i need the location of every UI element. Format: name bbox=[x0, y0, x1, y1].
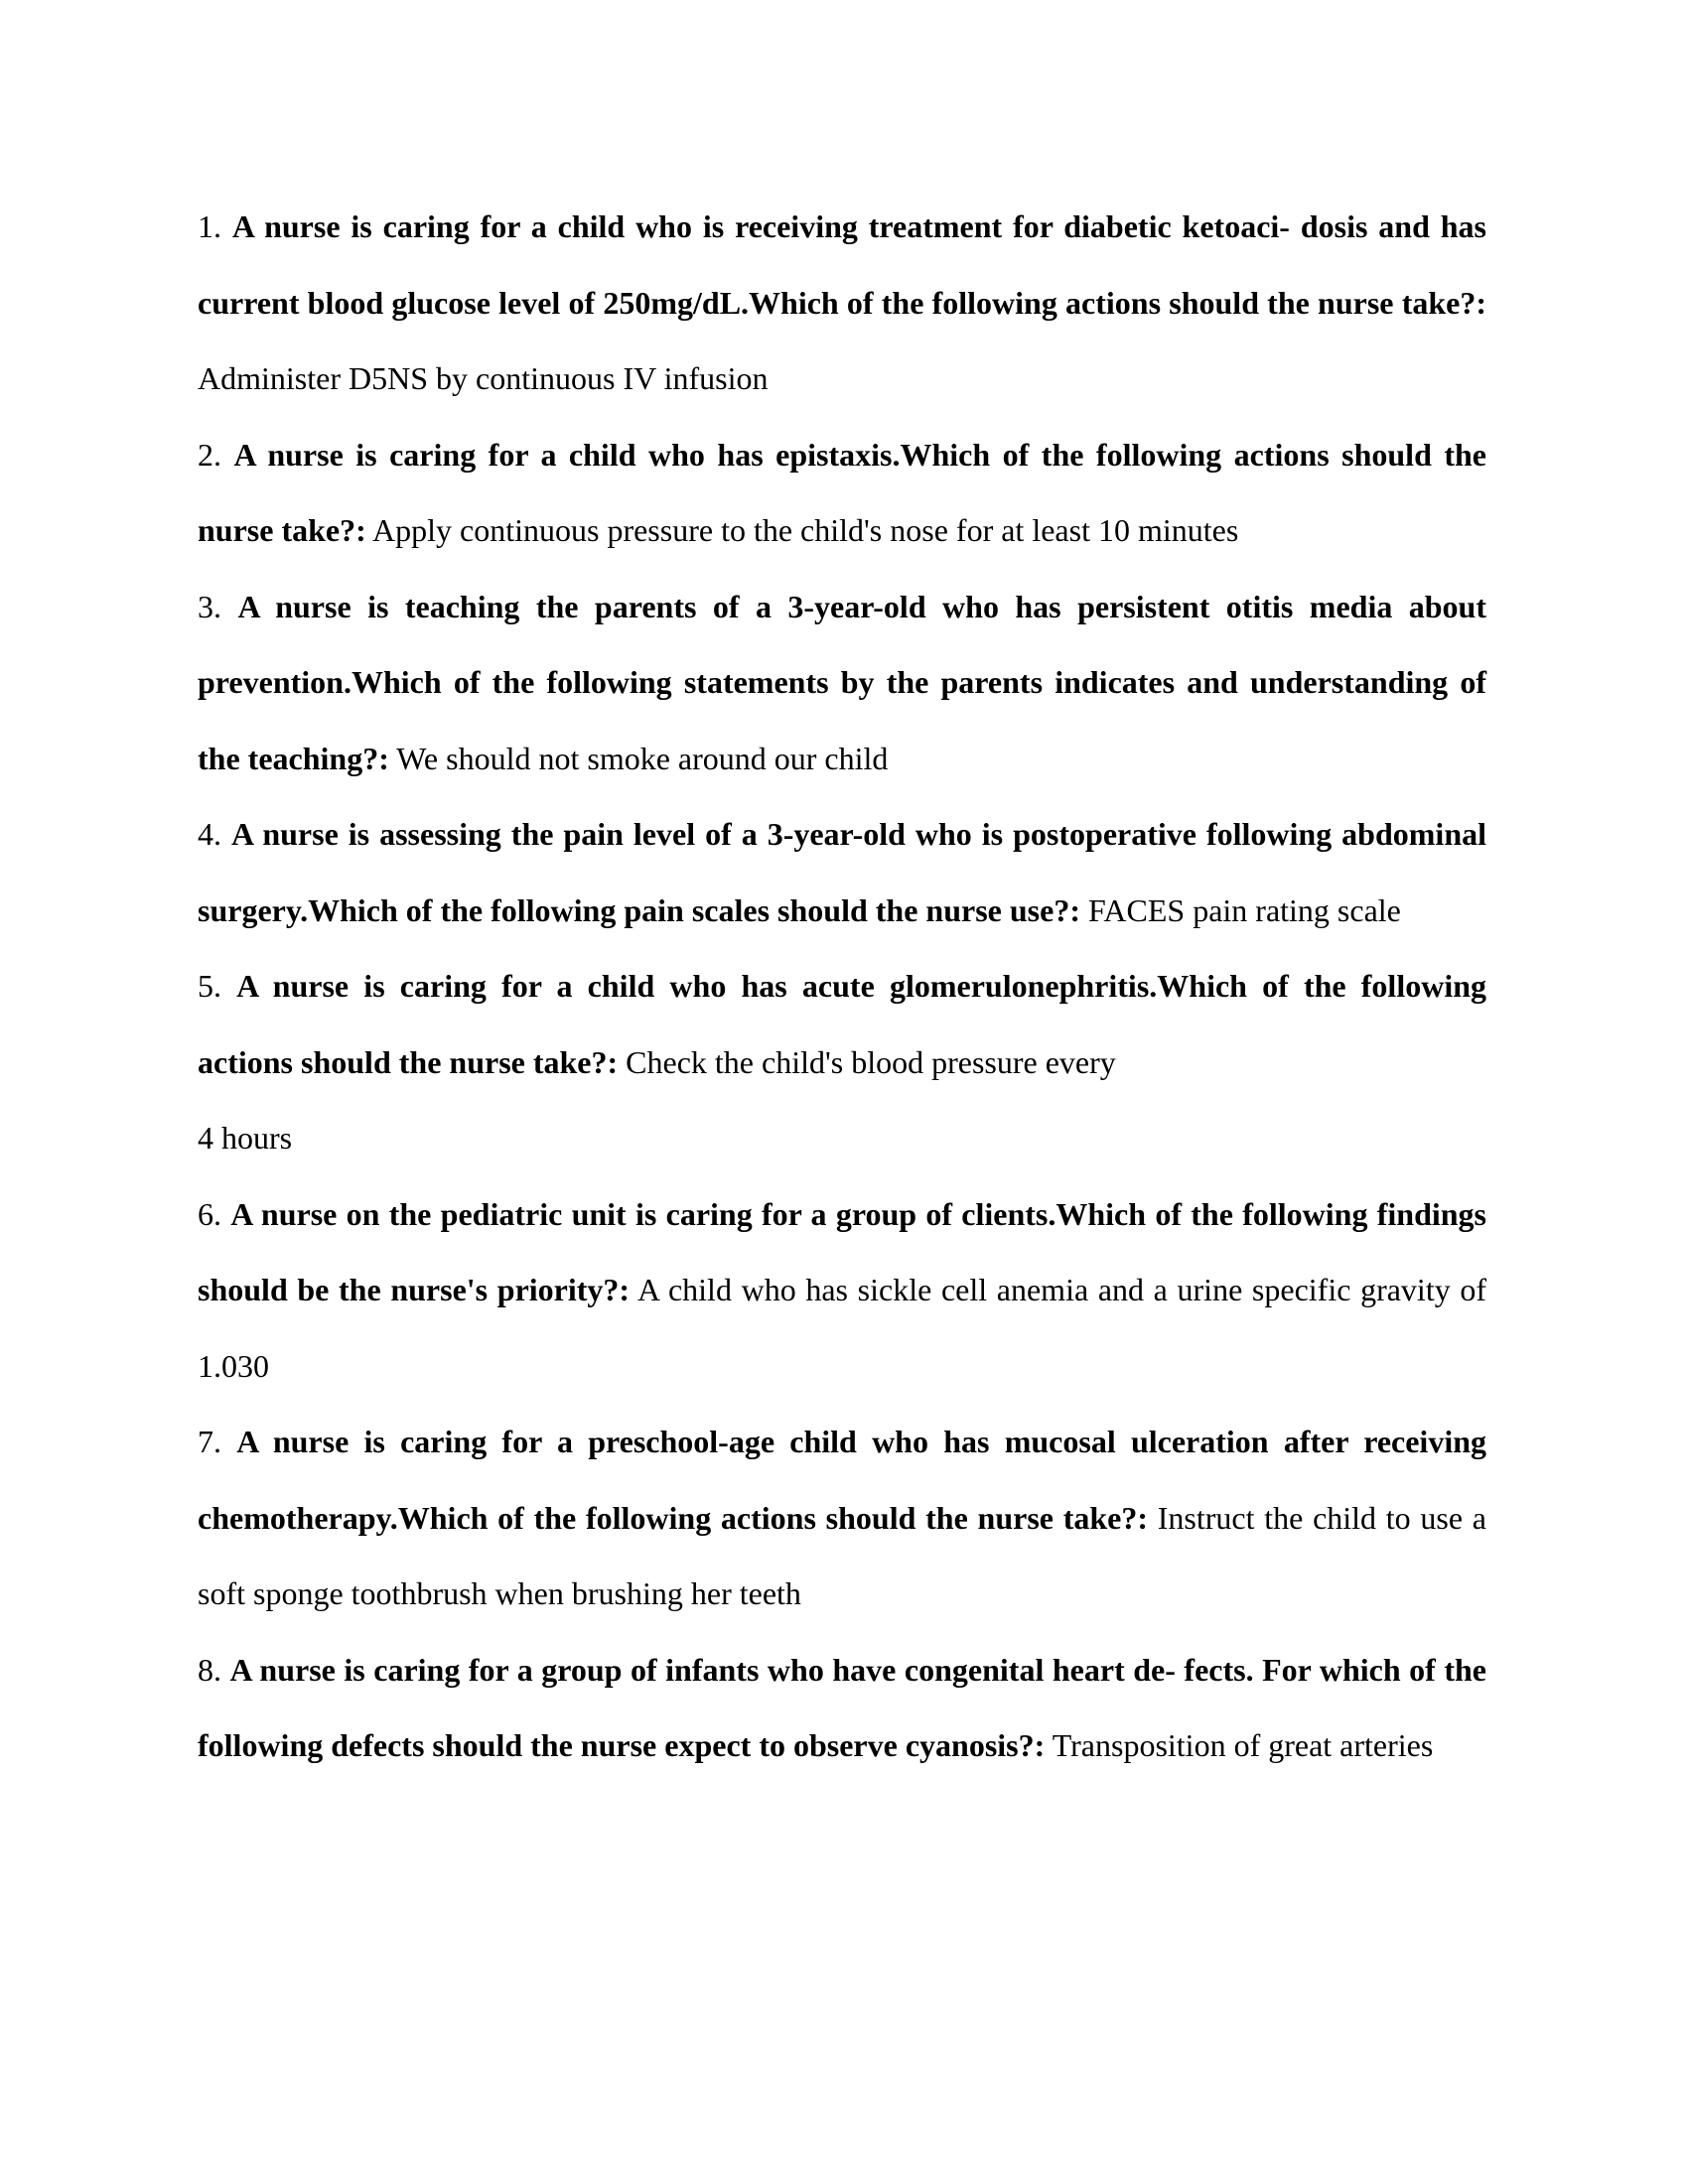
item-number: 7. bbox=[198, 1424, 221, 1459]
qa-item-8 bbox=[198, 1632, 1486, 1784]
answer-text: Transposition of great arteries bbox=[1052, 1727, 1434, 1763]
question-text: A nurse is caring for a preschool-age child who has mucosal ulceration after receiving chemotherapy.Which of the following actions should the nurse take?: bbox=[198, 1424, 1487, 1536]
answer-text: Check the child's blood pressure every bbox=[626, 1043, 1116, 1080]
question-text: A nurse is teaching the parents of a 3-year-old who has persistent otitis media about prevention.Which of the following statements by the parents indicates and understanding of the teaching?: bbox=[198, 588, 1487, 776]
question-text: A nurse on the pediatric unit is caring for a group of clients.Which of the following findings should be the nurse's priority?: bbox=[198, 1195, 1487, 1307]
answer-text: A child who has sickle cell anemia and a urine specific gravity of 1.030 bbox=[198, 1272, 1487, 1384]
answer-text: Apply continuous pressure to the child's nose for at least 10 minutes bbox=[372, 512, 1239, 548]
item-number: 1. bbox=[198, 208, 221, 244]
item-number: 2. bbox=[198, 436, 221, 473]
question-text: A nurse is caring for a child who has epistaxis.Which of the following actions should the nurse take?: bbox=[198, 436, 1487, 548]
item-number: 4. bbox=[198, 816, 221, 852]
item-number: 8. bbox=[198, 1651, 221, 1688]
answer-text: Instruct the child to use a soft sponge toothbrush when brushing her teeth bbox=[198, 1499, 1486, 1611]
item-number: 6. bbox=[198, 1195, 221, 1232]
item-number: 3. bbox=[198, 588, 221, 624]
qa-item-7 bbox=[198, 1404, 1486, 1632]
qa-item-4 bbox=[198, 796, 1486, 948]
document-page bbox=[198, 189, 1486, 1784]
qa-item-1 bbox=[198, 189, 1486, 417]
answer-text: FACES pain rating scale bbox=[1087, 891, 1401, 928]
answer-text-continued: 4 hours bbox=[198, 1120, 293, 1156]
question-text: A nurse is assessing the pain level of a 3-year-old who is postoperative following abdominal surgery.Which of the following pain scales should the nurse use?: bbox=[198, 816, 1487, 928]
question-text: A nurse is caring for a child who is receiving treatment for diabetic ketoaci- dosis and has current blood glucose level of 250mg/dL.Which of the following actions should the nurse take?: bbox=[198, 208, 1487, 321]
qa-item-5 bbox=[198, 948, 1486, 1176]
item-number: 5. bbox=[198, 968, 221, 1004]
answer-text: We should not smoke around our child bbox=[396, 740, 889, 776]
answer-text: Administer D5NS by continuous IV infusion bbox=[198, 360, 769, 396]
qa-item-3 bbox=[198, 569, 1486, 797]
question-text: A nurse is caring for a child who has acute glomerulonephritis.Which of the following actions should the nurse take?: bbox=[198, 968, 1487, 1080]
qa-item-6 bbox=[198, 1176, 1486, 1405]
qa-item-2 bbox=[198, 417, 1486, 569]
question-text: A nurse is caring for a group of infants who have congenital heart de- fects. For which of the following defects should the nurse expect to observe cyanosis?: bbox=[198, 1651, 1487, 1763]
